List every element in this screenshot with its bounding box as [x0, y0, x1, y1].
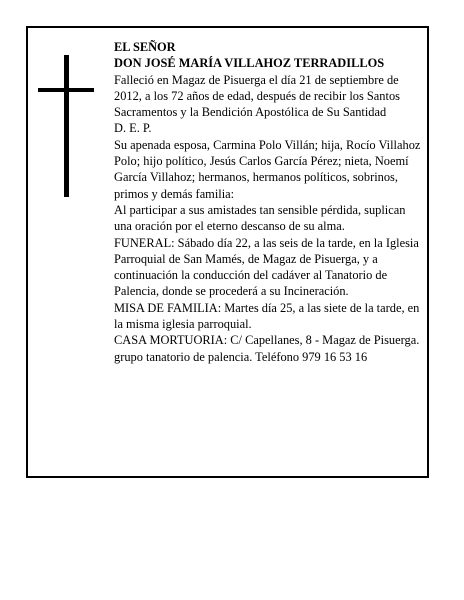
family-list: Su apenada esposa, Carmina Polo Villán; hija, Rocío Villahoz Polo; hijo político, Jesús Carlos García Pérez; nieta, Noemí García Villahoz; hermanos, hermanos políticos, sobrinos, primos y demás familia: — [114, 137, 421, 201]
deceased-name: DON JOSÉ MARÍA VILLAHOZ TERRADILLOS — [114, 56, 385, 71]
family-mass-details: MISA DE FAMILIA: Martes día 25, a las siete de la tarde, en la misma iglesia parroquial. — [114, 300, 420, 332]
notice-title: EL SEÑOR — [114, 40, 176, 54]
death-statement: Falleció en Magaz de Pisuerga el día 21 de septiembre de 2012, a los 72 años de edad, después de recibir los Santos Sacramentos y la Bendición Apostólica de Su Santidad — [114, 72, 400, 120]
cross-horizontal-bar — [38, 88, 94, 92]
funeral-details: FUNERAL: Sábado día 22, a las seis de la tarde, en la Iglesia Parroquial de San Mamés, de Magaz de Pisuerga, y a continuación la conducción del cadáver al Tanatorio de Palencia, donde se procederá a su Incineración. — [114, 235, 419, 299]
prayer-request: Al participar a sus amistades tan sensible pérdida, suplican una oración por el eterno descanso de su alma. — [114, 202, 406, 234]
obituary-text — [114, 39, 422, 365]
funeral-home-contact: grupo tanatorio de palencia. Teléfono 979 16 53 16 — [114, 349, 368, 364]
cross-vertical-bar — [64, 55, 69, 197]
latin-cross-icon — [38, 55, 94, 197]
mortuary-address: CASA MORTUORIA: C/ Capellanes, 8 - Magaz de Pisuerga. — [114, 333, 420, 348]
dep-abbreviation: D. E. P. — [114, 121, 152, 136]
